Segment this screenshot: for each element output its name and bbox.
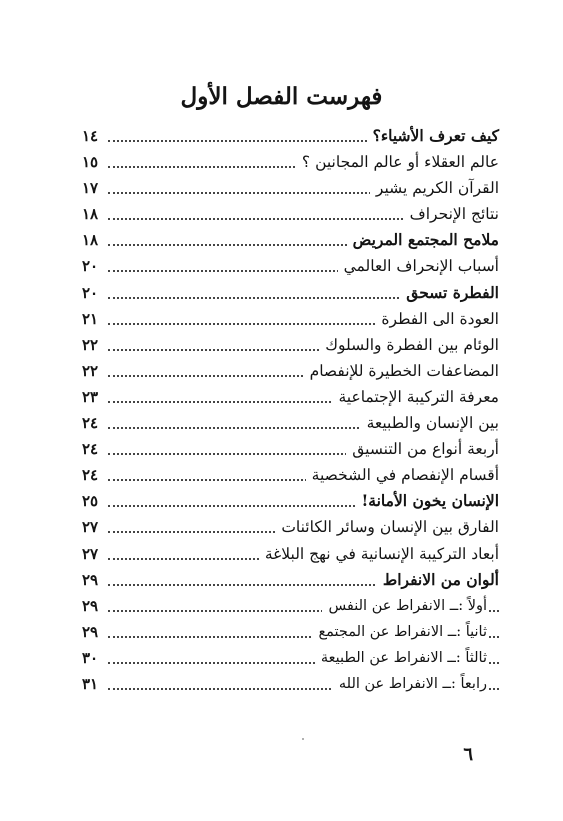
toc-entry [82, 306, 499, 332]
toc-page-number: ٢٩ [82, 622, 99, 641]
toc-entry-title: أربعة أنواع من التنسيق [346, 436, 499, 462]
toc-entry-title: معرفة التركيبة الإجتماعية [332, 384, 499, 410]
toc-page-number: ٢٤ [82, 440, 99, 459]
toc-entry-title: ثانياً :ــ الانفراط عن المجتمع [312, 619, 487, 645]
toc-entry [82, 280, 499, 306]
toc-entry [82, 567, 499, 593]
toc-entry [82, 488, 499, 514]
toc-page-number: ٢٩ [82, 570, 99, 589]
toc-entry-title: الفطرة تسحق [400, 280, 499, 306]
table-of-contents [82, 123, 499, 697]
paper-speck [302, 738, 304, 740]
toc-entry [82, 462, 499, 488]
toc-entry [82, 593, 499, 619]
toc-page-number: ٢٩ [82, 596, 99, 615]
toc-entry [82, 541, 499, 567]
toc-entry [82, 201, 499, 227]
toc-entry [82, 123, 499, 149]
toc-entry [82, 253, 499, 279]
toc-page-number: ٣١ [82, 674, 99, 693]
toc-page-number: ٢٢ [82, 335, 99, 354]
toc-entry [82, 384, 499, 410]
toc-entry [82, 175, 499, 201]
toc-page-number: ٢٢ [82, 361, 99, 380]
toc-entry-title: الفارق بين الإنسان وسائر الكائنات [275, 514, 499, 540]
toc-entry [82, 358, 499, 384]
toc-page-number: ٢٠ [82, 283, 99, 302]
toc-entry [82, 514, 499, 540]
toc-entry-title: بين الإنسان والطبيعة [361, 410, 499, 436]
toc-entry-title: الإنسان يخون الأمانة! [356, 488, 500, 514]
toc-entry-title: نتائج الإنحراف [404, 201, 499, 227]
toc-page-number: ٢٠ [82, 257, 99, 276]
toc-entry-title: رابعاً :ــ الانفراط عن الله [333, 671, 487, 697]
toc-entry-title: أولاً :ــ الانفراط عن النفس [322, 593, 487, 619]
toc-entry-title: ثالثاً :ــ الانفراط عن الطبيعة [315, 645, 487, 671]
toc-page-number: ٢٤ [82, 466, 99, 485]
toc-entry [82, 671, 499, 697]
toc-page-number: ٢٤ [82, 414, 99, 433]
toc-page-number: ١٨ [82, 205, 99, 224]
toc-entry [82, 645, 499, 671]
toc-entry-title: أبعاد التركيبة الإنسانية في نهج البلاغة [259, 541, 499, 567]
toc-entry-title: ملامح المجتمع المريض [347, 227, 499, 253]
toc-entry-title: ألوان من الانفراط [377, 567, 499, 593]
toc-page-number: ٣٠ [82, 648, 99, 667]
toc-entry-title: العودة الى الفطرة [375, 306, 499, 332]
toc-entry-title: كيف تعرف الأشياء؟ [367, 123, 499, 149]
toc-page-number: ٢١ [82, 309, 99, 328]
toc-entry-title: أقسام الإنفصام في الشخصية [306, 462, 499, 488]
toc-entry [82, 227, 499, 253]
toc-page-number: ٢٧ [82, 518, 99, 537]
toc-entry [82, 332, 499, 358]
toc-entry-title: القرآن الكريم يشير [370, 175, 499, 201]
toc-entry [82, 410, 499, 436]
toc-page-number: ١٧ [82, 179, 99, 198]
toc-entry-title: الوئام بين الفطرة والسلوك [319, 332, 499, 358]
toc-entry-title: عالم العقلاء أو عالم المجانين ؟ [296, 149, 499, 175]
page-number: ٦ [463, 744, 473, 765]
toc-entry [82, 149, 499, 175]
toc-entry-title: المضاعفات الخطيرة للإنفصام [304, 358, 499, 384]
toc-entry [82, 619, 499, 645]
toc-page-number: ١٤ [82, 127, 99, 145]
toc-page-number: ٢٣ [82, 387, 99, 406]
page-title: فهرست الفصل الأول [180, 83, 383, 110]
toc-page-number: ١٨ [82, 231, 99, 250]
toc-page-number: ٢٧ [82, 544, 99, 563]
toc-entry-title: أسباب الإنحراف العالمي [338, 253, 499, 279]
toc-entry [82, 436, 499, 462]
toc-page-number: ١٥ [82, 153, 99, 172]
toc-page-number: ٢٥ [82, 492, 99, 511]
